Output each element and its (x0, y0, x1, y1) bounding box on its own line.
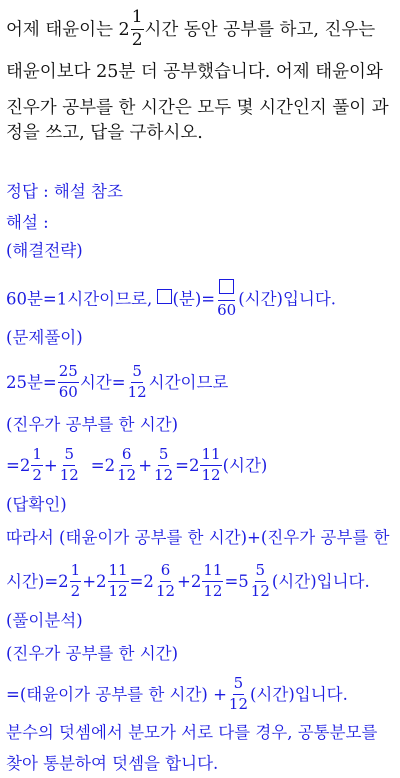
analysis-heading: (풀이분석) (6, 611, 83, 630)
strategy-heading: (해결전략) (6, 241, 83, 260)
jinwoo-heading: (진우가 공부를 한 시간) (6, 415, 179, 434)
question-line-4: 정을 쓰고, 답을 구하시오. (6, 123, 203, 143)
fraction: $\frac{11}{12}$ (108, 561, 128, 600)
fraction: $\frac{5}{12}$ (228, 674, 248, 713)
fraction: $\frac{1}{2}$ (32, 445, 42, 484)
confirm-heading: (답확인) (6, 495, 67, 514)
fraction: $\frac{5}{12}$ (59, 445, 79, 484)
question-text: 시간 동안 공부를 하고, 진우는 (144, 19, 376, 40)
question-line-2: 태윤이보다 25분 더 공부했습니다. 어제 태윤이와 (6, 62, 383, 82)
analysis-line-2: =(태윤이가 공부를 한 시간) + $\frac{5}{12}$ (시간)입니다. (6, 674, 348, 713)
blank-box-icon (219, 279, 234, 294)
problem-line: 25분= $\frac{25}{60}$ 시간= $\frac{5}{12}$ 시간이므로 (6, 362, 229, 401)
question-text: 어제 태윤이는 2 (6, 19, 130, 40)
problem-heading: (문제풀이) (6, 328, 83, 347)
calc-line-2: 시간)=2 $\frac{1}{2}$ +2 $\frac{11}{12}$ =2 $\frac{6}{12}$ +2 $\frac{11}{12}$ =5 $\frac{5}{12}$ (시간)입니다. (6, 561, 370, 600)
blank-box-icon (157, 289, 172, 304)
fraction: $\frac{11}{12}$ (203, 561, 223, 600)
explanation-label: 해설 : (6, 213, 49, 232)
fraction: $\frac{11}{12}$ (201, 445, 221, 484)
fraction: $\frac{1}{2}$ (70, 561, 81, 600)
fraction: $\frac{6}{12}$ (155, 561, 176, 600)
fraction-5-12: $\frac{5}{12}$ (127, 362, 147, 401)
summary-line-2: 찾아 통분하여 덧셈을 합니다. (6, 754, 219, 773)
calc-line-1: =2 $\frac{1}{2}$ + $\frac{5}{12}$ =2 $\frac{6}{12}$ + $\frac{5}{12}$ =2 $\frac{11}{12}$ (시간) (6, 445, 268, 484)
fraction-box-over-60: 60 (216, 279, 237, 319)
fraction: $\frac{5}{12}$ (250, 561, 270, 600)
confirm-line: 따라서 (태윤이가 공부를 한 시간)+(진우가 공부를 한 (6, 528, 390, 547)
analysis-line-1: (진우가 공부를 한 시간) (6, 644, 179, 663)
summary-line-1: 분수의 덧셈에서 분모가 서로 다를 경우, 공통분모를 (6, 723, 378, 742)
strategy-line: 60분=1시간이므로, (분)= 60 (시간)입니다. (6, 280, 336, 320)
fraction-25-60: $\frac{25}{60}$ (58, 362, 78, 401)
question-line-1 (6, 7, 376, 51)
fraction: $\frac{5}{12}$ (154, 445, 174, 484)
fraction-one-half: $\frac{1}{2}$ (131, 7, 143, 50)
question-line-3: 진우가 공부를 한 시간은 모두 몇 시간인지 풀이 과 (6, 98, 389, 118)
fraction: $\frac{6}{12}$ (117, 445, 137, 484)
answer-label: 정답 : 해설 참조 (6, 182, 123, 201)
